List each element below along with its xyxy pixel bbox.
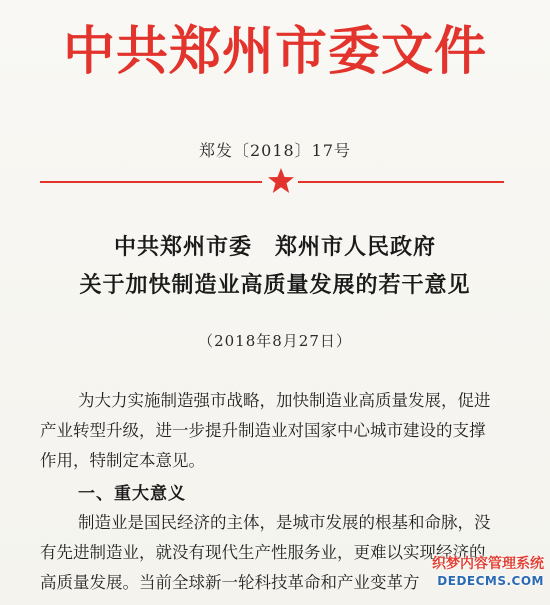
paragraph-line: 制造业是国民经济的主体，是城市发展的根基和命脉，没 bbox=[78, 513, 491, 532]
paragraph-line: 高质量发展。当前全球新一轮科技革命和产业变革方 bbox=[40, 573, 420, 592]
site-watermark bbox=[424, 555, 544, 599]
header-divider-left bbox=[40, 181, 262, 183]
paragraph-line: 有先进制造业，就没有现代生产性服务业，更难以实现经济的 bbox=[40, 543, 486, 562]
paragraph-line: 作用，特制定本意见。 bbox=[40, 451, 205, 470]
document-date: （2018年8月27日） bbox=[198, 332, 352, 350]
watermark-domain-text: DEDECMS.COM bbox=[437, 574, 544, 588]
paragraph-line: 为大力实施制造强市战略，加快制造业高质量发展，促进 bbox=[78, 391, 491, 410]
section-heading: 一、重大意义 bbox=[78, 484, 186, 504]
document-number: 郑发〔2018〕17号 bbox=[198, 141, 352, 160]
watermark-cn-text: 织梦内容管理系统 bbox=[432, 556, 544, 572]
document-title-line1: 中共郑州市委 郑州市人民政府 bbox=[113, 235, 436, 260]
paragraph-line: 产业转型升级，进一步提升制造业对国家中心城市建设的支撑 bbox=[40, 421, 486, 440]
red-star-icon bbox=[266, 166, 296, 196]
document-header-title: 中共郑州市委文件 bbox=[62, 22, 487, 82]
document-title-line2: 关于加快制造业高质量发展的若干意见 bbox=[79, 273, 471, 298]
header-divider-right bbox=[298, 181, 504, 183]
